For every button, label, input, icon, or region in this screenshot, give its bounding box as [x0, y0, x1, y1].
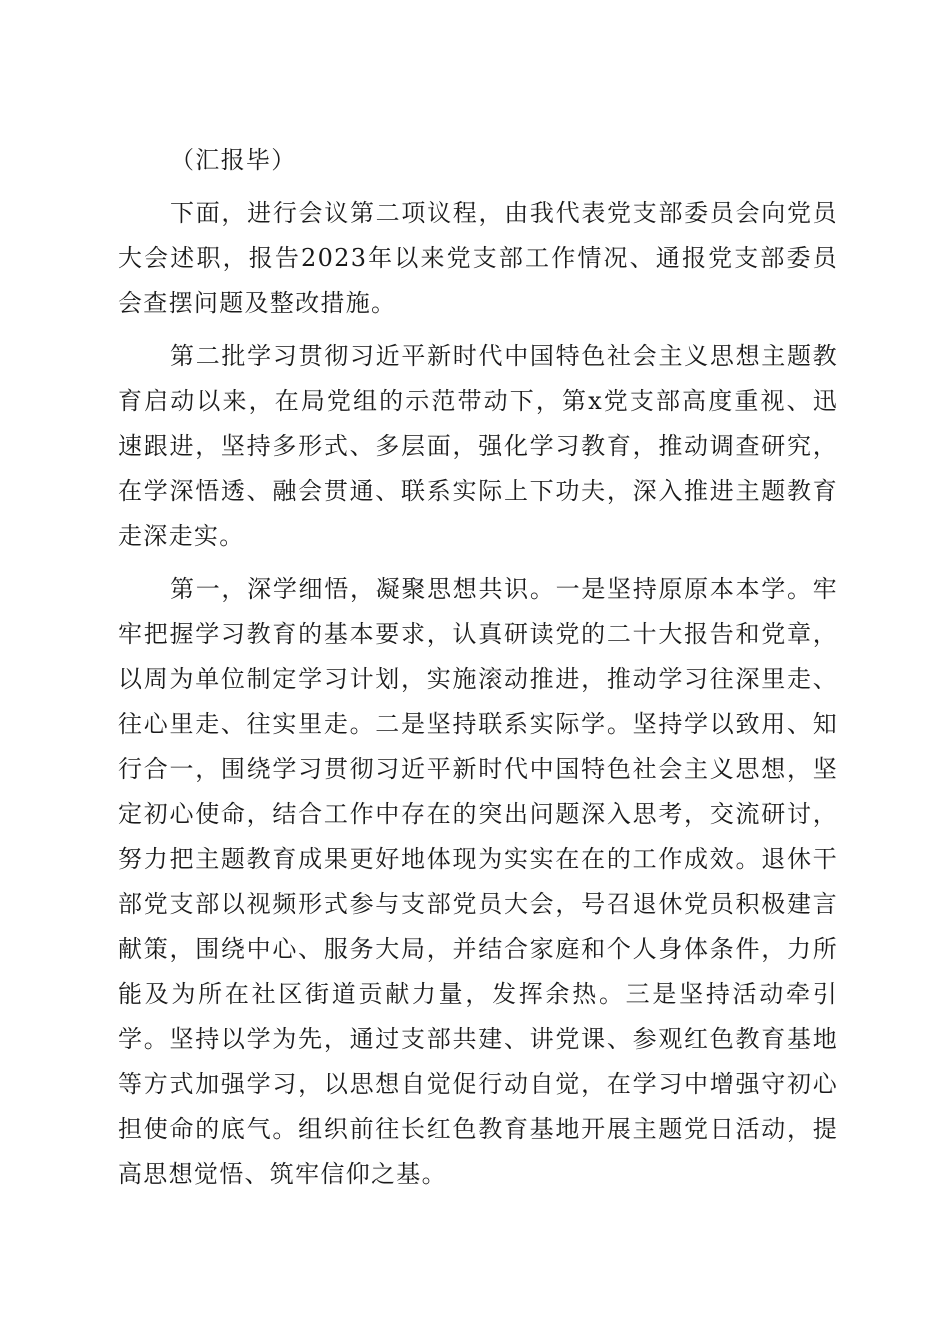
paragraph-first-deep-study: 第一，深学细悟，凝聚思想共识。一是坚持原原本本学。牢牢把握学习教育的基本要求，认真研读党的二十大报告和党章，以周为单位制定学习计划，实施滚动推进，推动学习往深里走、往心里走、往实里走。二是坚持联系实际学。坚持学以致用、知行合一，围绕学习贯彻习近平新时代中国特色社会主义思想，坚定初心使命，结合工作中存在的突出问题深入思考，交流研讨，努力把主题教育成果更好地体现为实实在在的工作成效。退休干部党支部以视频形式参与支部党员大会，号召退休党员积极建言献策，围绕中心、服务大局，并结合家庭和个人身体条件，力所能及为所在社区街道贡献力量，发挥余热。三是坚持活动牵引学。坚持以学为先，通过支部共建、讲党课、参观红色教育基地等方式加强学习，以思想自觉促行动自觉，在学习中增强守初心担使命的底气。组织前往长红色教育基地开展主题党日活动，提高思想觉悟、筑牢信仰之基。 [118, 575, 838, 1188]
paragraph-theme-education: 第二批学习贯彻习近平新时代中国特色社会主义思想主题教育启动以来，在局党组的示范带动下，第x党支部高度重视、迅速跟进，坚持多形式、多层面，强化学习教育，推动调查研究，在学深悟透、融会贯通、联系实际上下功夫，深入推进主题教育走深走实。 [118, 342, 838, 550]
paragraph-report-end: （汇报毕） [170, 146, 297, 174]
document-body [118, 138, 838, 1197]
paragraph-agenda-two: 下面，进行会议第二项议程，由我代表党支部委员会向党员大会述职，报告2023年以来党支部工作情况、通报党支部委员会查摆问题及整改措施。 [118, 199, 838, 317]
